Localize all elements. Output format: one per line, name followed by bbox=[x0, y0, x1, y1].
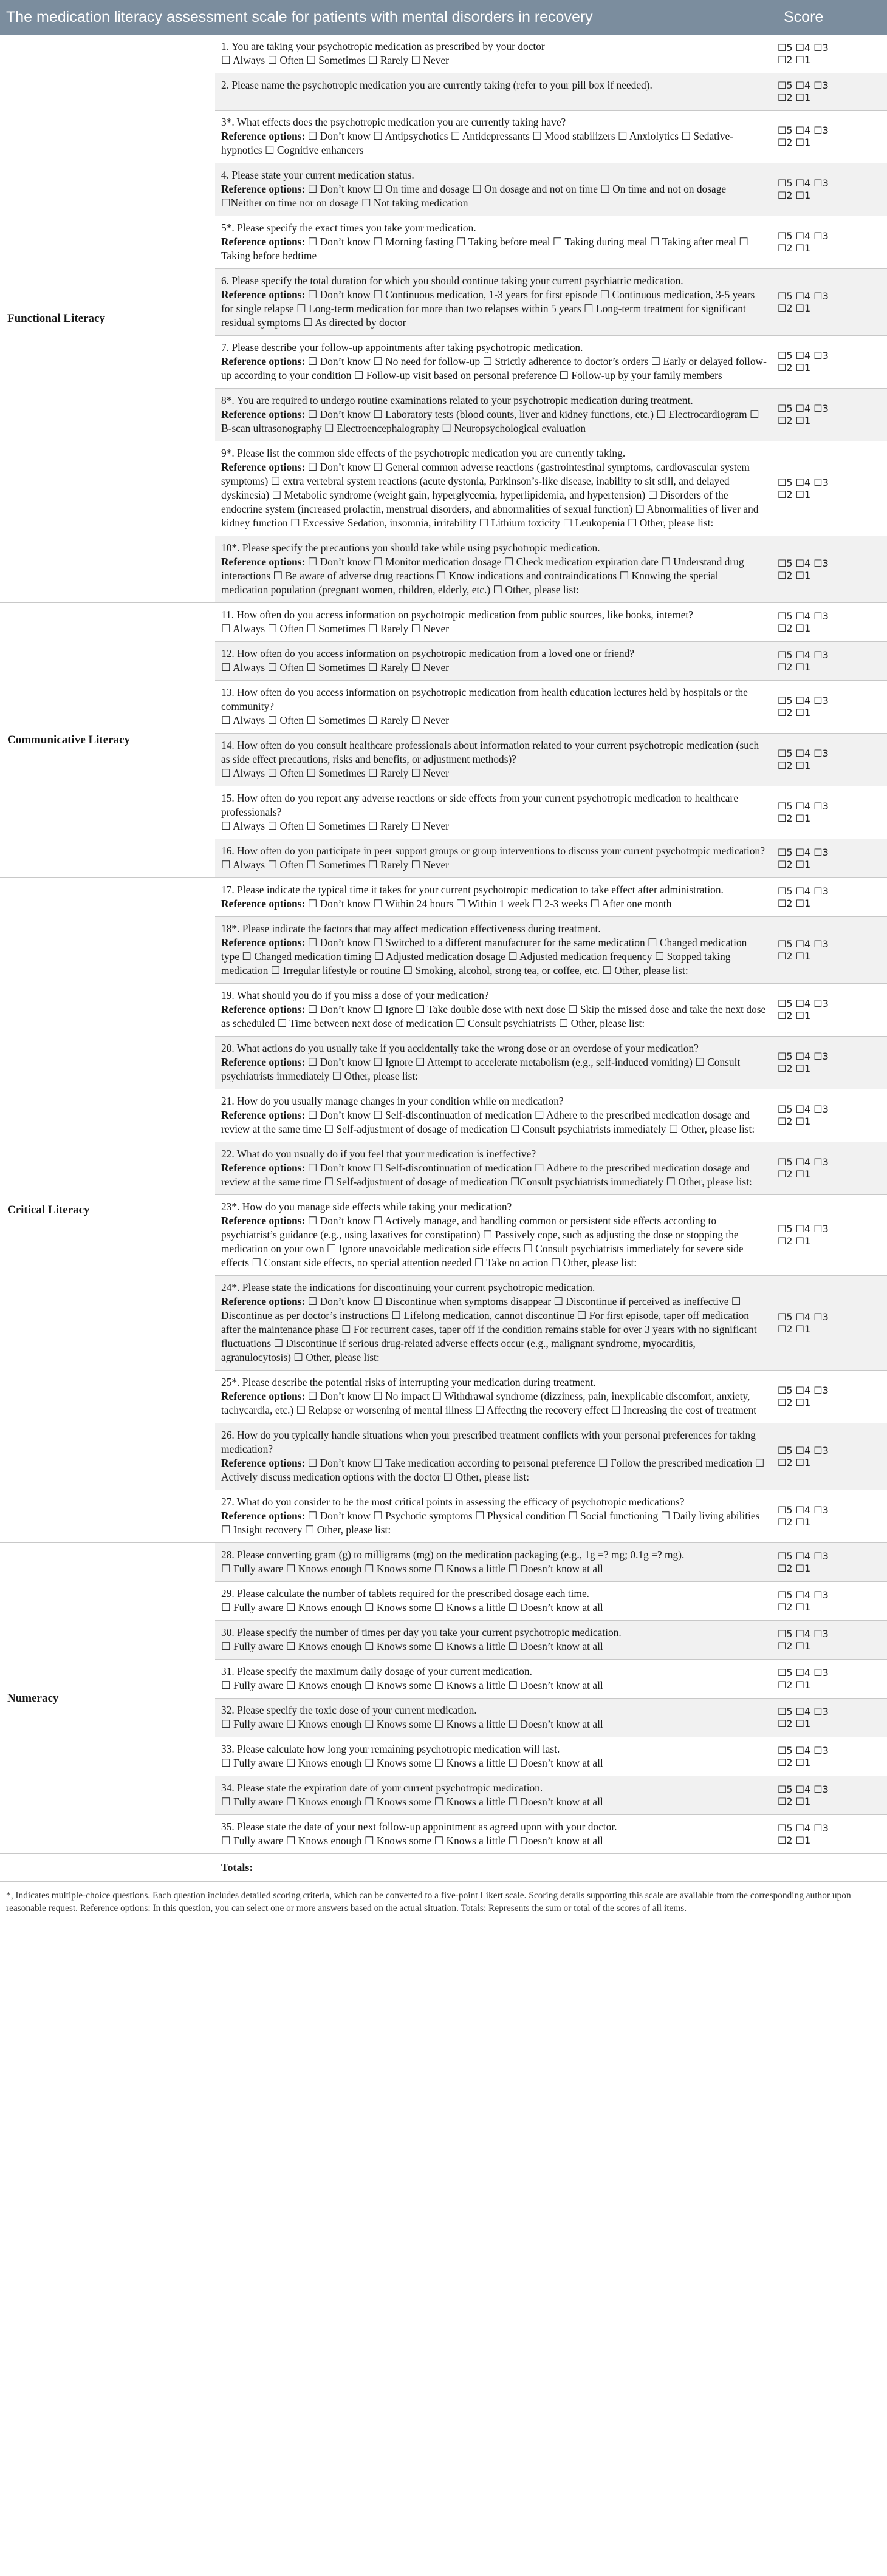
question-cell bbox=[215, 984, 773, 1037]
score-checkboxes[interactable]: ☐5 ☐4 ☐3 ☐2 ☐1 bbox=[778, 748, 829, 771]
score-checkboxes[interactable]: ☐5 ☐4 ☐3 ☐2 ☐1 bbox=[778, 938, 829, 962]
options-text: ☐ Don’t know ☐ Discontinue when symptoms disappear ☐ Discontinue if perceived as ineffective ☐ Discontinue as per doctor’s instructions ☐ Lifelong medication, cannot discontinue ☐ For first episode, taper off medication after the maintenance phase ☐ For recurrent cases, taper off if the condition remains stable for over 3 years with no significant fluctuations ☐ Discontinue if serious drug-related adverse effects occur (e.g., malignant syndrome, myocarditis, agranulocytosis) ☐ Other, please list: bbox=[221, 1295, 757, 1363]
question-cell bbox=[215, 1142, 773, 1195]
question-cell bbox=[215, 1490, 773, 1543]
score-checkboxes[interactable]: ☐5 ☐4 ☐3 ☐2 ☐1 bbox=[778, 1051, 829, 1074]
answer-options[interactable] bbox=[221, 1756, 767, 1770]
question-cell bbox=[215, 269, 773, 336]
question-text: 25*. Please describe the potential risks of interrupting your medication during treatment. bbox=[221, 1376, 596, 1388]
answer-options[interactable] bbox=[221, 182, 767, 210]
question-cell bbox=[215, 1582, 773, 1621]
options-text: ☐ Fully aware ☐ Knows enough ☐ Knows some ☐ Knows a little ☐ Doesn’t know at all bbox=[221, 1601, 603, 1613]
question-text: 35. Please state the date of your next follow-up appointment as agreed upon with your doctor. bbox=[221, 1821, 617, 1833]
options-text: ☐ Don’t know ☐ No impact ☐ Withdrawal syndrome (dizziness, pain, inexplicable discomfort, anxiety, tachycardia, etc.) ☐ Relapse or worsening of mental illness ☐ Affecting the recovery effect ☐ Increasing the cost of treatment bbox=[221, 1390, 757, 1416]
answer-options[interactable] bbox=[221, 407, 767, 435]
question-cell bbox=[215, 734, 773, 786]
section-label: Communicative Literacy bbox=[0, 603, 215, 878]
score-checkboxes[interactable]: ☐5 ☐4 ☐3 ☐2 ☐1 bbox=[778, 1223, 829, 1247]
options-text: ☐ Don’t know ☐ Laboratory tests (blood counts, liver and kidney functions, etc.) ☐ Electrocardiogram ☐ B-scan ultrasonography ☐ Electroencephalography ☐ Neuropsychological evaluation bbox=[221, 408, 759, 434]
score-checkboxes[interactable]: ☐5 ☐4 ☐3 ☐2 ☐1 bbox=[778, 1444, 829, 1468]
question-text: 5*. Please specify the exact times you take your medication. bbox=[221, 222, 476, 234]
answer-options[interactable] bbox=[221, 661, 767, 675]
question-cell bbox=[215, 917, 773, 984]
answer-options[interactable] bbox=[221, 1055, 767, 1083]
question-text: 23*. How do you manage side effects while taking your medication? bbox=[221, 1201, 512, 1213]
options-text: ☐ Don’t know ☐ Self-discontinuation of medication ☐ Adhere to the prescribed medication dosage and review at the same time ☐ Self-adjustment of dosage of medication ☐ Consult psychiatrists immediately ☐ Other, please list: bbox=[221, 1109, 755, 1135]
answer-options[interactable] bbox=[221, 1456, 767, 1484]
reference-options-label: Reference options: bbox=[221, 1457, 306, 1469]
options-text: ☐ Always ☐ Often ☐ Sometimes ☐ Rarely ☐ Never bbox=[221, 54, 449, 66]
answer-options[interactable] bbox=[221, 1295, 767, 1365]
question-cell bbox=[215, 441, 773, 536]
assessment-table bbox=[0, 35, 887, 1882]
question-row bbox=[0, 603, 887, 642]
totals-value bbox=[773, 1854, 887, 1882]
question-cell bbox=[215, 1621, 773, 1660]
question-cell bbox=[215, 839, 773, 878]
score-checkboxes[interactable]: ☐5 ☐4 ☐3 ☐2 ☐1 bbox=[778, 610, 829, 634]
question-cell bbox=[215, 1660, 773, 1699]
question-text: 10*. Please specify the precautions you should take while using psychotropic medication. bbox=[221, 542, 600, 554]
answer-options[interactable] bbox=[221, 1108, 767, 1136]
answer-options[interactable] bbox=[221, 1640, 767, 1654]
score-checkboxes[interactable]: ☐5 ☐4 ☐3 ☐2 ☐1 bbox=[778, 695, 829, 718]
question-text: 9*. Please list the common side effects of the psychotropic medication you are currently taking. bbox=[221, 447, 626, 459]
footnote: *, Indicates multiple-choice questions. Each question includes detailed scoring criteria, which can be converted to a five-point Likert scale. Scoring details supporting this scale are available from the corresponding author upon reasonable request. Reference options: In this question, you can select one or more answers based on the actual situation. Totals: Represents the sum or total of the scores of all items. bbox=[6, 1890, 851, 1913]
question-text: 20. What actions do you usually take if you accidentally take the wrong dose or an overdose of your medication? bbox=[221, 1042, 699, 1054]
score-checkboxes[interactable]: ☐5 ☐4 ☐3 ☐2 ☐1 bbox=[778, 476, 829, 500]
reference-options-label: Reference options: bbox=[221, 1162, 306, 1174]
totals-label: Totals: bbox=[215, 1854, 773, 1882]
answer-options[interactable] bbox=[221, 288, 767, 330]
options-text: ☐ Always ☐ Often ☐ Sometimes ☐ Rarely ☐ Never bbox=[221, 767, 449, 779]
totals-spacer bbox=[0, 1854, 215, 1882]
question-text: 26. How do you typically handle situations when your prescribed treatment conflicts with your personal preferences for taking medication? bbox=[221, 1429, 756, 1455]
question-text: 12. How often do you access information on psychotropic medication from a loved one or friend? bbox=[221, 647, 634, 659]
question-cell bbox=[215, 642, 773, 681]
question-text: 14. How often do you consult healthcare professionals about information related to your current psychotropic medication (such as side effect precautions, risks and benefits, or adjustment methods)? bbox=[221, 739, 759, 765]
question-cell bbox=[215, 681, 773, 734]
reference-options-label: Reference options: bbox=[221, 288, 306, 301]
reference-options-label: Reference options: bbox=[221, 1295, 306, 1307]
score-checkboxes[interactable]: ☐5 ☐4 ☐3 ☐2 ☐1 bbox=[778, 350, 829, 373]
score-checkboxes[interactable]: ☐5 ☐4 ☐3 ☐2 ☐1 bbox=[778, 290, 829, 314]
question-text: 31. Please specify the maximum daily dosage of your current medication. bbox=[221, 1665, 532, 1677]
question-text: 1. You are taking your psychotropic medication as prescribed by your doctor bbox=[221, 40, 545, 52]
options-text: ☐ Fully aware ☐ Knows enough ☐ Knows some ☐ Knows a little ☐ Doesn’t know at all bbox=[221, 1640, 603, 1652]
score-checkboxes[interactable]: ☐5 ☐4 ☐3 ☐2 ☐1 bbox=[778, 124, 829, 148]
options-text: ☐ Always ☐ Often ☐ Sometimes ☐ Rarely ☐ Never bbox=[221, 661, 449, 673]
answer-options[interactable] bbox=[221, 460, 767, 530]
reference-options-label: Reference options: bbox=[221, 130, 306, 142]
reference-options-label: Reference options: bbox=[221, 1215, 306, 1227]
question-cell bbox=[215, 1423, 773, 1490]
question-row bbox=[0, 878, 887, 917]
options-text: ☐ Don’t know ☐ Psychotic symptoms ☐ Physical condition ☐ Social functioning ☐ Daily living abilities ☐ Insight recovery ☐ Other, please list: bbox=[221, 1510, 760, 1536]
reference-options-label: Reference options: bbox=[221, 236, 306, 248]
score-column-header: Score bbox=[784, 9, 824, 26]
options-text: ☐ Don’t know ☐ Continuous medication, 1-3 years for first episode ☐ Continuous medication, 3-5 years for single relapse ☐ Long-term medication for more than two relapses within 5 years ☐ Long-term treatment for significant residual symptoms ☐ As directed by doctor bbox=[221, 288, 755, 329]
options-text: ☐ Fully aware ☐ Knows enough ☐ Knows some ☐ Knows a little ☐ Doesn’t know at all bbox=[221, 1796, 603, 1808]
question-text: 19. What should you do if you miss a dose of your medication? bbox=[221, 989, 489, 1001]
reference-options-label: Reference options: bbox=[221, 461, 306, 473]
score-checkboxes[interactable]: ☐5 ☐4 ☐3 ☐2 ☐1 bbox=[778, 557, 829, 581]
answer-options[interactable] bbox=[221, 355, 767, 383]
score-checkboxes[interactable]: ☐5 ☐4 ☐3 ☐2 ☐1 bbox=[778, 1156, 829, 1180]
question-cell bbox=[215, 1089, 773, 1142]
question-text: 18*. Please indicate the factors that may affect medication effectiveness during treatment. bbox=[221, 922, 601, 935]
question-cell bbox=[215, 111, 773, 163]
reference-options-label: Reference options: bbox=[221, 1390, 306, 1402]
question-text: 13. How often do you access information on psychotropic medication from health education lectures held by hospitals or the community? bbox=[221, 686, 748, 712]
score-checkboxes[interactable]: ☐5 ☐4 ☐3 ☐2 ☐1 bbox=[778, 1666, 829, 1691]
question-cell bbox=[215, 35, 773, 73]
question-text: 24*. Please state the indications for discontinuing your current psychotropic medication. bbox=[221, 1281, 595, 1293]
answer-options[interactable] bbox=[221, 1161, 767, 1189]
reference-options-label: Reference options: bbox=[221, 556, 306, 568]
options-text: ☐ Don’t know ☐ Within 24 hours ☐ Within 1 week ☐ 2-3 weeks ☐ After one month bbox=[305, 898, 672, 910]
options-text: ☐ Fully aware ☐ Knows enough ☐ Knows some ☐ Knows a little ☐ Doesn’t know at all bbox=[221, 1835, 603, 1847]
question-text: 28. Please converting gram (g) to milligrams (mg) on the medication packaging (e.g., 1g =? mg; 0.1g =? mg). bbox=[221, 1549, 685, 1561]
question-cell bbox=[215, 1815, 773, 1854]
score-checkboxes[interactable]: ☐5 ☐4 ☐3 ☐2 ☐1 bbox=[778, 1103, 829, 1127]
score-checkboxes[interactable]: ☐5 ☐4 ☐3 ☐2 ☐1 bbox=[778, 846, 829, 870]
score-checkboxes[interactable]: ☐5 ☐4 ☐3 ☐2 ☐1 bbox=[778, 41, 829, 66]
answer-options[interactable] bbox=[221, 555, 767, 597]
reference-options-label: Reference options: bbox=[221, 936, 306, 949]
question-cell bbox=[215, 1776, 773, 1815]
options-text: ☐ Don’t know ☐ Monitor medication dosage ☐ Check medication expiration date ☐ Understand drug interactions ☐ Be aware of adverse drug reactions ☐ Know indications and contraindications ☐ Knowing the special medication population (pregnant women, children, elderly, etc.) ☐ Other, please list: bbox=[221, 556, 744, 596]
totals-row bbox=[0, 1854, 887, 1882]
question-cell bbox=[215, 1371, 773, 1423]
question-text: 4. Please state your current medication status. bbox=[221, 169, 414, 181]
score-checkboxes[interactable]: ☐5 ☐4 ☐3 ☐2 ☐1 bbox=[778, 177, 829, 201]
question-cell bbox=[215, 336, 773, 389]
answer-options[interactable] bbox=[221, 714, 767, 727]
options-text: ☐ Always ☐ Often ☐ Sometimes ☐ Rarely ☐ Never bbox=[221, 622, 449, 635]
question-text: 7. Please describe your follow-up appointments after taking psychotropic medication. bbox=[221, 341, 583, 353]
question-text: 17. Please indicate the typical time it takes for your current psychotropic medication to take effect after administration. bbox=[221, 884, 724, 896]
options-text: ☐ Fully aware ☐ Knows enough ☐ Knows some ☐ Knows a little ☐ Doesn’t know at all bbox=[221, 1718, 603, 1730]
score-checkboxes[interactable]: ☐5 ☐4 ☐3 ☐2 ☐1 bbox=[778, 403, 829, 426]
question-text: 30. Please specify the number of times per day you take your current psychotropic medication. bbox=[221, 1626, 622, 1638]
reference-options-label: Reference options: bbox=[221, 1109, 306, 1121]
score-checkboxes[interactable]: ☐5 ☐4 ☐3 ☐2 ☐1 bbox=[778, 1822, 829, 1846]
options-text: ☐ Always ☐ Often ☐ Sometimes ☐ Rarely ☐ Never bbox=[221, 859, 449, 871]
answer-options[interactable] bbox=[221, 1834, 767, 1848]
score-checkboxes[interactable]: ☐5 ☐4 ☐3 ☐2 ☐1 bbox=[778, 885, 829, 909]
answer-options[interactable] bbox=[221, 129, 767, 157]
reference-options-label: Reference options: bbox=[221, 183, 306, 195]
question-row bbox=[0, 35, 887, 73]
reference-options-label: Reference options: bbox=[221, 898, 306, 910]
question-cell bbox=[215, 1699, 773, 1737]
answer-options[interactable] bbox=[221, 235, 767, 263]
score-checkboxes[interactable]: ☐5 ☐4 ☐3 ☐2 ☐1 bbox=[778, 1744, 829, 1768]
section-label: Numeracy bbox=[0, 1543, 215, 1854]
section-label: Critical Literacy bbox=[0, 878, 215, 1543]
question-cell bbox=[215, 1276, 773, 1371]
options-text: ☐ Don’t know ☐ Actively manage, and handling common or persistent side effects according to psychiatrist’s guidance (e.g., using laxatives for constipation) ☐ Passively cope, such as adjusting the dose or stopping the medication on your own ☐ Ignore unavoidable medication side effects ☐ Consult psychiatrists immediately for severe side effects ☐ Constant side effects, no special attention needed ☐ Take no action ☐ Other, please list: bbox=[221, 1215, 744, 1269]
question-text: 8*. You are required to undergo routine examinations related to your psychotropic medication during treatment. bbox=[221, 394, 693, 406]
score-checkboxes[interactable]: ☐5 ☐4 ☐3 ☐2 ☐1 bbox=[778, 1783, 829, 1807]
question-text: 6. Please specify the total duration for which you should continue taking your current psychiatric medication. bbox=[221, 274, 683, 287]
score-checkboxes[interactable]: ☐5 ☐4 ☐3 ☐2 ☐1 bbox=[778, 1627, 829, 1652]
options-text: ☐ Fully aware ☐ Knows enough ☐ Knows some ☐ Knows a little ☐ Doesn’t know at all bbox=[221, 1679, 603, 1691]
table-title: The medication literacy assessment scale for patients with mental disorders in recovery bbox=[6, 9, 593, 26]
options-text: ☐ Don’t know ☐ Self-discontinuation of medication ☐ Adhere to the prescribed medication dosage and review at the same time ☐ Self-adjustment of dosage of medication ☐Consult psychiatrists immediately ☐ Other, please list: bbox=[221, 1162, 752, 1188]
reference-options-label: Reference options: bbox=[221, 1510, 306, 1522]
question-cell bbox=[215, 536, 773, 603]
question-text: 2. Please name the psychotropic medication you are currently taking (refer to your pill box if needed). bbox=[221, 79, 652, 91]
answer-options[interactable] bbox=[221, 936, 767, 978]
question-row bbox=[0, 1543, 887, 1582]
score-checkboxes[interactable]: ☐5 ☐4 ☐3 ☐2 ☐1 bbox=[778, 998, 829, 1021]
answer-options[interactable] bbox=[221, 1717, 767, 1731]
table-header bbox=[0, 0, 887, 35]
question-cell bbox=[215, 389, 773, 441]
assessment-table-body bbox=[0, 35, 887, 1854]
question-cell bbox=[215, 603, 773, 642]
answer-options[interactable] bbox=[221, 858, 767, 872]
question-text: 3*. What effects does the psychotropic medication you are currently taking have? bbox=[221, 116, 566, 128]
score-checkboxes[interactable]: ☐5 ☐4 ☐3 ☐2 ☐1 bbox=[778, 1589, 829, 1613]
answer-options[interactable] bbox=[221, 766, 767, 780]
answer-options[interactable] bbox=[221, 1795, 767, 1809]
question-cell bbox=[215, 73, 773, 111]
section-label: Functional Literacy bbox=[0, 35, 215, 603]
answer-options[interactable] bbox=[221, 1601, 767, 1615]
score-checkboxes[interactable]: ☐5 ☐4 ☐3 ☐2 ☐1 bbox=[778, 80, 829, 103]
options-text: ☐ Don’t know ☐ Switched to a different manufacturer for the same medication ☐ Changed medication type ☐ Changed medication timing ☐ Adjusted medication dosage ☐ Adjusted medication frequency ☐ Stopped taking medication ☐ Irregular lifestyle or routine ☐ Smoking, alcohol, strong tea, or coffee, etc. ☐ Other, please list: bbox=[221, 936, 747, 976]
answer-options[interactable] bbox=[221, 53, 767, 67]
question-text: 16. How often do you participate in peer support groups or group interventions to discuss your current psychotropic medication? bbox=[221, 845, 765, 857]
options-text: ☐ Don’t know ☐ Take medication according to personal preference ☐ Follow the prescribed medication ☐ Actively discuss medication options with the doctor ☐ Other, please list: bbox=[221, 1457, 765, 1483]
score-checkboxes[interactable]: ☐5 ☐4 ☐3 ☐2 ☐1 bbox=[778, 1504, 829, 1528]
options-text: ☐ Fully aware ☐ Knows enough ☐ Knows some ☐ Knows a little ☐ Doesn’t know at all bbox=[221, 1562, 603, 1575]
options-text: ☐ Always ☐ Often ☐ Sometimes ☐ Rarely ☐ Never bbox=[221, 820, 449, 832]
score-checkboxes[interactable]: ☐5 ☐4 ☐3 ☐2 ☐1 bbox=[778, 1705, 829, 1729]
answer-options[interactable] bbox=[221, 819, 767, 833]
answer-options[interactable] bbox=[221, 1678, 767, 1692]
options-text: ☐ Don’t know ☐ Antipsychotics ☐ Antidepressants ☐ Mood stabilizers ☐ Anxiolytics ☐ Sedative-hypnotics ☐ Cognitive enhancers bbox=[221, 130, 734, 156]
question-cell bbox=[215, 1543, 773, 1582]
answer-options[interactable] bbox=[221, 1214, 767, 1270]
reference-options-label: Reference options: bbox=[221, 355, 306, 367]
options-text: ☐ Always ☐ Often ☐ Sometimes ☐ Rarely ☐ Never bbox=[221, 714, 449, 726]
question-text: 29. Please calculate the number of tablets required for the prescribed dosage each time. bbox=[221, 1587, 590, 1600]
answer-options[interactable] bbox=[221, 622, 767, 636]
question-text: 32. Please specify the toxic dose of your current medication. bbox=[221, 1704, 477, 1716]
options-text: ☐ Don’t know ☐ No need for follow-up ☐ Strictly adherence to doctor’s orders ☐ Early or delayed follow-up according to your condition ☐ Follow-up visit based on personal preference ☐ Follow-up by your family members bbox=[221, 355, 767, 381]
score-checkboxes[interactable]: ☐5 ☐4 ☐3 ☐2 ☐1 bbox=[778, 649, 829, 673]
score-checkboxes[interactable]: ☐5 ☐4 ☐3 ☐2 ☐1 bbox=[778, 800, 829, 824]
question-text: 33. Please calculate how long your remaining psychotropic medication will last. bbox=[221, 1743, 560, 1755]
score-checkboxes[interactable]: ☐5 ☐4 ☐3 ☐2 ☐1 bbox=[778, 1550, 829, 1574]
question-cell bbox=[215, 1737, 773, 1776]
question-cell bbox=[215, 163, 773, 216]
question-cell bbox=[215, 786, 773, 839]
options-text: ☐ Don’t know ☐ Ignore ☐ Attempt to accelerate metabolism (e.g., self-induced vomiting) ☐ Consult psychiatrists immediately ☐ Other, please list: bbox=[221, 1056, 741, 1082]
question-text: 15. How often do you report any adverse reactions or side effects from your current psychotropic medication to healthcare professionals? bbox=[221, 792, 739, 818]
question-text: 22. What do you usually do if you feel that your medication is ineffective? bbox=[221, 1148, 536, 1160]
options-text: ☐ Don’t know ☐ Ignore ☐ Take double dose with next dose ☐ Skip the missed dose and take the next dose as scheduled ☐ Time between next dose of medication ☐ Consult psychiatrists ☐ Other, please list: bbox=[221, 1003, 766, 1029]
reference-options-label: Reference options: bbox=[221, 1056, 306, 1068]
question-cell bbox=[215, 878, 773, 917]
reference-options-label: Reference options: bbox=[221, 1003, 306, 1015]
question-text: 11. How often do you access information on psychotropic medication from public sources, like books, internet? bbox=[221, 608, 693, 621]
question-text: 21. How do you usually manage changes in your condition while on medication? bbox=[221, 1095, 564, 1107]
answer-options[interactable] bbox=[221, 1003, 767, 1031]
answer-options[interactable] bbox=[221, 1389, 767, 1417]
question-text: 34. Please state the expiration date of your current psychotropic medication. bbox=[221, 1782, 543, 1794]
question-cell bbox=[215, 1037, 773, 1089]
answer-options[interactable] bbox=[221, 897, 767, 911]
answer-options[interactable] bbox=[221, 1509, 767, 1537]
question-cell bbox=[215, 216, 773, 269]
score-checkboxes[interactable]: ☐5 ☐4 ☐3 ☐2 ☐1 bbox=[778, 230, 829, 254]
score-checkboxes[interactable]: ☐5 ☐4 ☐3 ☐2 ☐1 bbox=[778, 1310, 829, 1335]
answer-options[interactable] bbox=[221, 1562, 767, 1576]
options-text: ☐ Don’t know ☐ General common adverse reactions (gastrointestinal symptoms, cardiovascular system symptoms) ☐ extra vertebral system reactions (acute dystonia, Parkinson’s-like disease, inability to sit still, and delayed dyskinesia) ☐ Metabolic syndrome (weight gain, hyperglycemia, hyperlipidemia, and hypertension) ☐ Disorders of the endocrine system (increased prolactin, menstrual disorders, and abnormalities of sexual function) ☐ Abnormalities of liver and kidney function ☐ Excessive Sedation, insomnia, irritability ☐ Lithium toxicity ☐ Leukopenia ☐ Other, please list: bbox=[221, 461, 759, 529]
options-text: ☐ Don’t know ☐ On time and dosage ☐ On dosage and not on time ☐ On time and not on dosage ☐Neither on time nor on dosage ☐ Not taking medication bbox=[221, 183, 727, 209]
reference-options-label: Reference options: bbox=[221, 408, 306, 420]
options-text: ☐ Don’t know ☐ Morning fasting ☐ Taking before meal ☐ Taking during meal ☐ Taking after meal ☐ Taking before bedtime bbox=[221, 236, 748, 262]
score-checkboxes[interactable]: ☐5 ☐4 ☐3 ☐2 ☐1 bbox=[778, 1385, 829, 1408]
question-cell bbox=[215, 1195, 773, 1276]
options-text: ☐ Fully aware ☐ Knows enough ☐ Knows some ☐ Knows a little ☐ Doesn’t know at all bbox=[221, 1757, 603, 1769]
question-text: 27. What do you consider to be the most critical points in assessing the efficacy of psychotropic medications? bbox=[221, 1496, 685, 1508]
